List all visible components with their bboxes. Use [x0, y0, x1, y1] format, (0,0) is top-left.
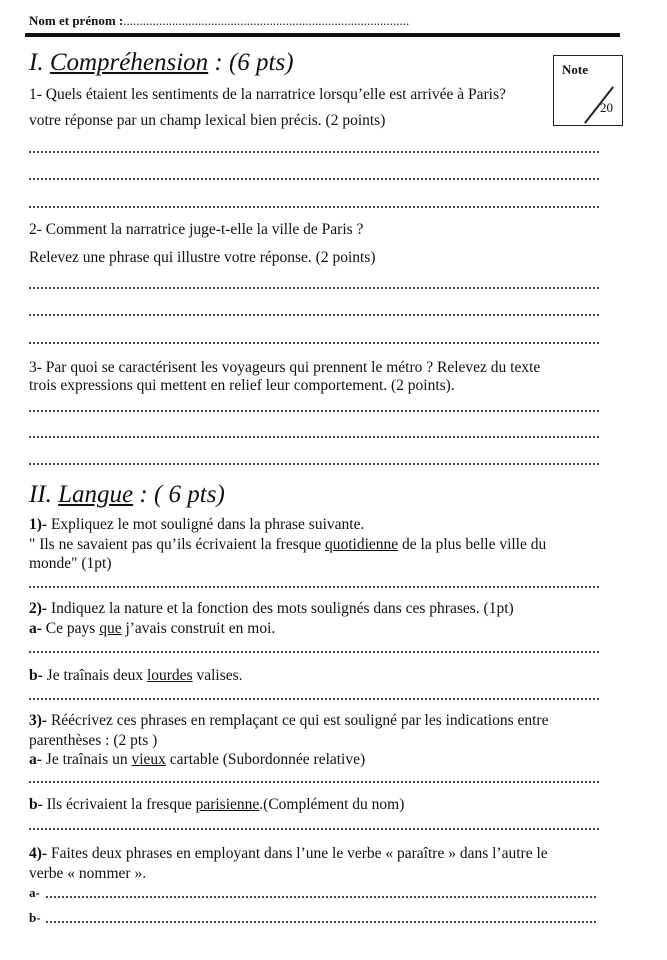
- answer-line[interactable]: [29, 178, 599, 180]
- answer-line[interactable]: [29, 342, 599, 344]
- question-3-line-2: trois expressions qui mettent en relief leur comportement. (2 points).: [29, 377, 455, 394]
- q-num: b-: [29, 667, 43, 684]
- text: " Ils ne savaient pas qu’ils écrivaient la fresque: [29, 536, 325, 553]
- text: Je traînais un: [41, 751, 132, 768]
- lang-q3-b: [29, 796, 404, 814]
- answer-line-b[interactable]: [46, 921, 596, 923]
- note-denominator: 20: [600, 100, 613, 115]
- underlined-word: lourdes: [146, 667, 193, 684]
- answer-line[interactable]: [29, 206, 599, 208]
- answer-line[interactable]: [29, 781, 599, 783]
- title-underlined: Compréhension: [49, 49, 209, 76]
- title-suffix: : (6 pts): [208, 49, 294, 76]
- note-label: Note: [562, 62, 588, 77]
- q-num: a-: [29, 620, 42, 637]
- q-text: Faites deux phrases en employant dans l’une le verbe « paraître » dans l’autre le: [47, 845, 548, 862]
- q-text: Expliquez le mot souligné dans la phrase suivante.: [47, 516, 365, 533]
- answer-line[interactable]: [29, 436, 599, 438]
- question-2-line-1: 2- Comment la narratrice juge-t-elle la ville de Paris ?: [29, 221, 364, 238]
- title-suffix: : ( 6 pts): [133, 481, 225, 508]
- answer-line[interactable]: [29, 287, 599, 289]
- answer-line[interactable]: [29, 314, 599, 316]
- title-prefix: II.: [29, 481, 59, 508]
- title-underlined: Langue: [58, 481, 134, 508]
- answer-b-label: b-: [29, 910, 41, 925]
- q-num: 3)-: [29, 712, 48, 729]
- name-field[interactable]: [29, 12, 409, 30]
- q-text: Réécrivez ces phrases en remplaçant ce qui est souligné par les indications entre: [47, 712, 549, 729]
- underlined-word: parisienne: [195, 796, 260, 813]
- text: Je traînais deux: [42, 667, 147, 684]
- answer-line[interactable]: [29, 151, 599, 153]
- lang-q4-line-2: verbe « nommer ».: [29, 865, 147, 882]
- underlined-word: vieux: [131, 751, 166, 768]
- text: valises.: [192, 667, 243, 684]
- question-2-line-2: Relevez une phrase qui illustre votre réponse. (2 points): [29, 249, 376, 266]
- q-num: 2)-: [29, 600, 48, 617]
- lang-q3-line-2: parenthèses : (2 pts ): [29, 732, 158, 749]
- question-1-line-1: 1- Quels étaient les sentiments de la narratrice lorsqu’elle est arrivée à Paris?: [29, 86, 506, 103]
- q-num: 1)-: [29, 516, 48, 533]
- underlined-word: que: [99, 620, 122, 637]
- lang-q2-a: [29, 620, 275, 638]
- q-text: Indiquez la nature et la fonction des mots soulignés dans ces phrases. (1pt): [47, 600, 514, 617]
- q-num: a-: [29, 751, 42, 768]
- title-prefix: I.: [29, 49, 50, 76]
- answer-line[interactable]: [29, 828, 599, 830]
- lang-q1-line-2: [29, 536, 546, 554]
- answer-line[interactable]: [29, 698, 599, 700]
- answer-line[interactable]: [29, 651, 599, 653]
- q-num: b-: [29, 796, 43, 813]
- text: cartable (Subordonnée relative): [165, 751, 366, 768]
- text: de la plus belle ville du: [398, 536, 547, 553]
- text: j’avais construit en moi.: [121, 620, 276, 637]
- lang-q4-line-1: [29, 845, 548, 863]
- underlined-word: quotidienne: [324, 536, 399, 553]
- name-label: Nom et prénom :: [29, 13, 124, 28]
- lang-q1-line-1: [29, 516, 364, 534]
- answer-line[interactable]: [29, 586, 599, 588]
- answer-line[interactable]: [29, 410, 599, 412]
- lang-q3-line-1: [29, 712, 548, 730]
- answer-line-a[interactable]: [46, 896, 596, 898]
- header-rule: [25, 33, 620, 37]
- answer-line[interactable]: [29, 463, 599, 465]
- lang-q2-line-1: [29, 600, 514, 618]
- question-1-line-2: votre réponse par un champ lexical bien précis. (2 points): [29, 112, 386, 129]
- section-title-comprehension: [29, 48, 294, 78]
- lang-q3-a: [29, 751, 365, 769]
- text: .(Complément du nom): [259, 796, 405, 813]
- q-num: 4)-: [29, 845, 48, 862]
- text: Ce pays: [41, 620, 100, 637]
- section-title-langue: [29, 480, 225, 510]
- question-3-line-1: 3- Par quoi se caractérisent les voyageurs qui prennent le métro ? Relevez du texte: [29, 359, 541, 376]
- answer-a-label: a-: [29, 885, 40, 900]
- lang-q1-line-3: monde" (1pt): [29, 555, 112, 572]
- note-box: [553, 55, 623, 126]
- lang-q2-b: [29, 667, 243, 685]
- name-dots: ........................................................................................: [123, 13, 410, 28]
- text: Ils écrivaient la fresque: [42, 796, 196, 813]
